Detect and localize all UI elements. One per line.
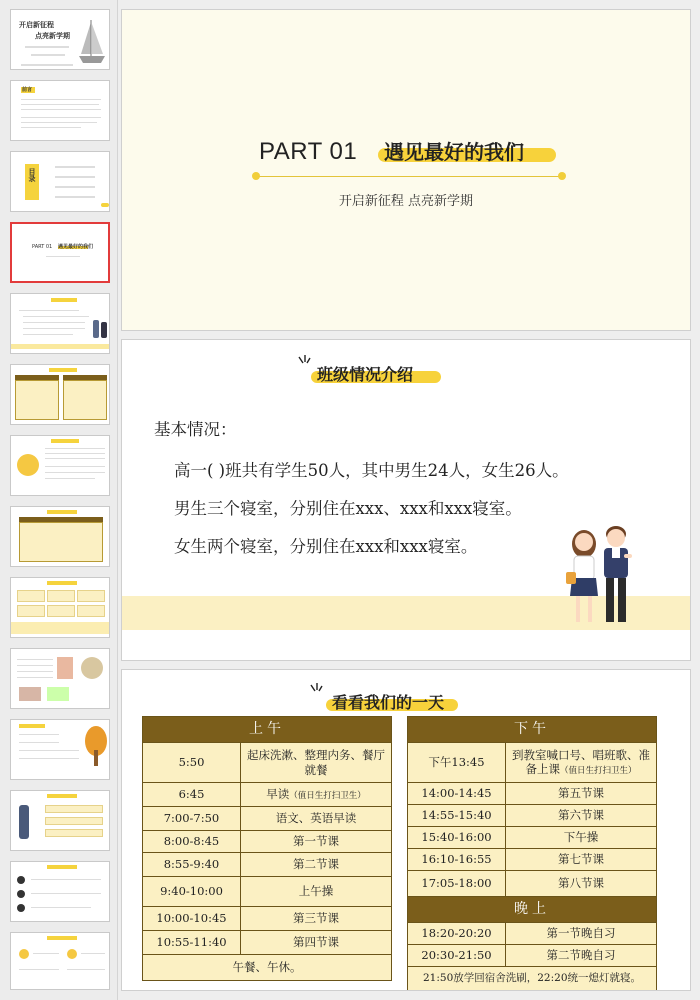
activity-cell: 第二节晚自习 — [506, 945, 657, 967]
activity-cell: 第一节晚自习 — [506, 923, 657, 945]
slide-thumbnail-1[interactable] — [10, 9, 110, 70]
slide-thumbnail-8[interactable] — [10, 506, 110, 567]
time-cell: 8:00-8:45 — [143, 831, 241, 853]
slide-thumbnail-5[interactable] — [10, 293, 110, 354]
info-line-2: 男生三个寝室，分别住在xxx、xxx和xxx寝室。 — [174, 499, 522, 518]
info-line-3: 女生两个寝室，分别住在xxx和xxx寝室。 — [174, 537, 478, 556]
time-cell: 20:30-21:50 — [408, 945, 506, 967]
activity-cell: 起床洗漱、整理内务、餐厅就餐 — [241, 743, 392, 783]
slide-thumbnail-4[interactable] — [10, 222, 110, 283]
activity-cell: 到教室喊口号、唱班歌、准备上课（值日生打扫卫生） — [506, 743, 657, 783]
slide-thumbnail-13[interactable] — [10, 861, 110, 922]
time-cell: 17:05-18:00 — [408, 871, 506, 897]
time-cell: 16:10-16:55 — [408, 849, 506, 871]
activity-cell: 第一节课 — [241, 831, 392, 853]
part-subtitle: 开启新征程 点亮新学期 — [338, 194, 474, 209]
activity-cell: 第四节课 — [241, 931, 392, 955]
morning-footer: 午餐、午休。 — [143, 955, 392, 981]
divider-dot-left — [252, 172, 260, 180]
activity-cell: 语文、英语早读 — [241, 807, 392, 831]
info-line-1: 高一( )班共有学生50人，其中男生24人，女生26人。 — [174, 461, 569, 480]
slide-thumbnail-12[interactable] — [10, 790, 110, 851]
slide-thumbnail-6[interactable] — [10, 364, 110, 425]
time-cell: 15:40-16:00 — [408, 827, 506, 849]
evening-header: 晚上 — [408, 897, 657, 923]
time-cell: 6:45 — [143, 783, 241, 807]
thumb-subtitle: 遇见最好的我们 — [58, 244, 94, 250]
activity-cell: 第六节课 — [506, 805, 657, 827]
thumb-title: 目录 — [28, 168, 36, 182]
basic-info-heading: 基本情况： — [154, 420, 237, 439]
students-illustration — [564, 514, 644, 632]
slide-part01[interactable] — [121, 9, 691, 331]
time-cell: 5:50 — [143, 743, 241, 783]
activity-cell: 第二节课 — [241, 853, 392, 877]
time-cell: 10:00-10:45 — [143, 907, 241, 931]
divider-dot-right — [558, 172, 566, 180]
ship-image — [75, 18, 107, 66]
activity-cell: 第八节课 — [506, 871, 657, 897]
slide-class-info[interactable] — [121, 339, 691, 661]
slide-thumbnail-10[interactable] — [10, 648, 110, 709]
afternoon-evening-schedule-table — [407, 716, 657, 991]
thumb-title: 开启新征程 — [19, 21, 54, 29]
slide-thumbnail-14[interactable] — [10, 932, 110, 990]
time-cell: 18:20-20:20 — [408, 923, 506, 945]
slide-thumbnail-panel — [0, 0, 118, 1000]
divider-line — [254, 176, 562, 177]
afternoon-header: 下午 — [408, 717, 657, 743]
activity-cell: 第七节课 — [506, 849, 657, 871]
activity-cell: 下午操 — [506, 827, 657, 849]
activity-cell: 上午操 — [241, 877, 392, 907]
slide-title: 班级情况介绍 — [317, 365, 414, 384]
slide-thumbnail-2[interactable] — [10, 80, 110, 141]
time-cell: 9:40-10:00 — [143, 877, 241, 907]
slide-thumbnail-3[interactable] — [10, 151, 110, 212]
thumb-part: PART 01 — [32, 244, 53, 250]
slide-thumbnail-11[interactable] — [10, 719, 110, 780]
activity-cell: 早读（值日生打扫卫生） — [241, 783, 392, 807]
activity-cell: 第五节课 — [506, 783, 657, 805]
time-cell: 7:00-7:50 — [143, 807, 241, 831]
slide-title: 看看我们的一天 — [332, 693, 445, 712]
thumb-title: 前言 — [22, 87, 33, 93]
sparkle-icon — [308, 682, 324, 698]
part-title: 遇见最好的我们 — [384, 140, 524, 164]
slide-thumbnail-7[interactable] — [10, 435, 110, 496]
activity-cell: 第三节课 — [241, 907, 392, 931]
morning-header: 上午 — [143, 717, 392, 743]
morning-schedule-table — [142, 716, 392, 981]
time-cell: 14:00-14:45 — [408, 783, 506, 805]
slide-thumbnail-9[interactable] — [10, 577, 110, 638]
evening-footer: 21:50放学回宿舍洗刷，22:20统一熄灯就寝。 — [408, 967, 657, 991]
slide-daily-schedule[interactable] — [121, 669, 691, 991]
part-number: PART 01 — [259, 138, 358, 165]
thumb-subtitle: 点亮新学期 — [35, 32, 70, 40]
time-cell: 下午13:45 — [408, 743, 506, 783]
time-cell: 14:55-15:40 — [408, 805, 506, 827]
sparkle-icon — [296, 354, 312, 370]
time-cell: 10:55-11:40 — [143, 931, 241, 955]
time-cell: 8:55-9:40 — [143, 853, 241, 877]
